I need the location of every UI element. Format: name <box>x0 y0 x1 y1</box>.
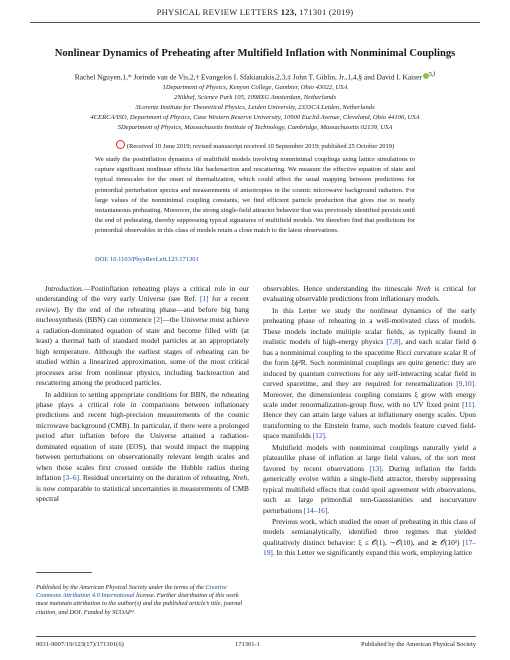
text-run: . Hence they can attain large values at inflationary energy scales. Upon transforming to the Einstein frame, such models feature curved field-space manifolds <box>263 399 476 441</box>
text-run: . <box>327 505 330 515</box>
text-run: . <box>325 431 327 441</box>
author-superscript: 5,‖ <box>428 72 436 78</box>
affiliation-5: 5Department of Physics, Massachusetts Institute of Technology, Cambridge, Massachusetts 02139, USA <box>117 124 393 131</box>
crossmark-icon[interactable] <box>116 140 125 149</box>
paragraph <box>263 284 476 305</box>
text-run: In this Letter we study the nonlinear dynamics of the early preheating phase of reheating in a well-motivated class of models. These models include multiple scalar fields, as typically found in realistic models of high-energy physics <box>263 305 476 347</box>
citation-link[interactable]: [1] <box>199 294 209 304</box>
footer-rule <box>36 636 476 637</box>
authors-text: Rachel Nguyen,1,* Jorinde van de Vis,2,† Evangelos I. Sfakianakis,2,3,‡ John T. Giblin, Jr.,1,4,§ and David I. Kaiser <box>74 72 422 82</box>
affiliation-4: 4CERCA/ISO, Department of Physics, Case Western Reserve University, 10900 Euclid Avenue, Cleveland, Ohio 44106, USA <box>90 114 420 121</box>
running-header <box>0 7 510 17</box>
citation-link[interactable]: [2] <box>153 315 163 325</box>
citation-link[interactable]: [3–6] <box>63 473 80 483</box>
text-run: observables. Hence understanding the timescale <box>263 284 413 293</box>
footnote-rule <box>36 572 92 573</box>
left-column <box>36 284 249 506</box>
paragraph <box>263 517 476 559</box>
affiliation-3: 3Lorentz Institute for Theoretical Physics, Leiden University, 2333CA Leiden, Netherlands <box>135 104 375 111</box>
journal-volume: 123, <box>280 7 297 17</box>
citation-link[interactable]: [9,10] <box>456 379 475 389</box>
paragraph <box>263 443 476 516</box>
dates-text: (Received 10 June 2019; revised manuscript received 10 September 2019; published 25 October 2019) <box>126 143 395 150</box>
text-run: , and each scalar field ϕ has a nonminimal coupling to the spacetime Ricci curvature scalar R of the form ξϕ²R. Such nonminimal couplings are quite generic: they are induced by quantum corrections for any self-interacting scalar field in curved spacetime, and they are required for renormalization <box>263 337 476 389</box>
text-run: for a recent review). By the end of the reheating phase—and before big bang nucleosynthesis (BBN) can commence <box>36 294 249 325</box>
footer-issn: 0031-9007/19/123(17)/171301(6) <box>36 641 124 648</box>
text-run: —Postinflation reheating plays a critical role in our understanding of the very early Universe (see Ref. <box>36 284 249 304</box>
article-number: 171301 (2019) <box>299 7 354 17</box>
right-column <box>263 284 476 560</box>
page-number: 171301-1 <box>235 641 260 648</box>
paragraph <box>36 390 249 505</box>
abstract: We study the postinflation dynamics of multifield models involving nonminimal couplings using lattice simulations to capture significant nonlinear effects like backreaction and rescattering. We measure the effective equation of state and typical timescales for the onset of thermalization, which could affect the usual mapping between predictions for primordial perturbation spectra and measurements of anisotropies in the cosmic microwave background radiation. For large values of the nonminimal coupling constants, we find efficient particle production that gives rise to nearly instantaneous preheating. Moreover, the strong single-field attractor behavior that was previously identified persists until the end of preheating, thereby suppressing typical signatures of multifield models. We therefore find that predictions for primordial observables in this class of models retain a close match to the latest observations. <box>95 156 415 235</box>
license-footnote <box>36 584 249 617</box>
text-run: In addition to setting appropriate conditions for BBN, the reheating phase plays a critical role in comparisons between inflationary predictions and recent high-precision measurements of the cosmic microwave background (CMB). In particular, if there were a prolonged period after inflation before the Universe attained a radiation-dominated equation of state (EOS), that would impact the mapping between perturbations on observationally relevant length scales and when those scales first crossed outside the Hubble radius during inflation <box>36 389 249 483</box>
citation-link[interactable]: [11] <box>462 399 475 409</box>
header-rule <box>30 22 480 23</box>
citation-link[interactable]: [12] <box>312 431 326 441</box>
text-run: Previous work, which studied the onset of preheating in this class of models semianalytically, identified three regimes that yielded qualitatively distinct behavior: ξ ≤ 𝒪(1), ∼𝒪(10), and ≳ 𝒪(10²) <box>263 516 476 547</box>
affiliation-1: 1Department of Physics, Kenyon College, Gambier, Ohio 43022, USA <box>162 84 348 91</box>
paragraph <box>36 284 249 389</box>
text-run: , is now comparable to statistical uncertainties in measurements of CMB spectral <box>36 473 249 504</box>
text-run: . Moreover, the dimensionless coupling constants ξ grow with energy scale under renormalization-group flow, with no UV fixed point <box>263 379 476 409</box>
doi-line <box>95 256 199 263</box>
license-link[interactable]: Creative Commons Attribution 4.0 International <box>36 584 227 600</box>
text-run: . During inflation the fields generically evolve within a single-field attractor, thereby suppressing typical multifield effects that could spoil agreement with observations, such as large primordial non-Gaussianities and isocurvature perturbations <box>263 463 476 515</box>
text-run: is critical for evaluating observable predictions from inflationary models. <box>263 284 476 304</box>
text-run: —the Universe must achieve a radiation-dominated equation of state and become filled with (at least) a thermal bath of standard model particles at an appropriately high temperature. Although the earliest stages of reheating can be studied within a linearized approximation, some of the most critical processes arise from nonlinear physics, including backreaction and rescattering among the produced particles. <box>36 315 249 388</box>
citation-link[interactable]: [7,8] <box>386 337 401 347</box>
affiliation-2: 2Nikhef, Science Park 105, 1098XG Amsterdam, Netherlands <box>173 94 337 101</box>
paragraph <box>263 306 476 442</box>
citation-link[interactable]: [14–16] <box>303 505 328 515</box>
nreh-symbol: Nreh <box>416 284 431 293</box>
article-title: Nonlinear Dynamics of Preheating after Multifield Inflation with Nonminimal Couplings <box>54 48 456 59</box>
citation-link[interactable]: [13] <box>369 463 382 473</box>
author-list <box>20 72 490 81</box>
text-run: . In this Letter we significantly expand this work, employing lattice <box>272 548 472 558</box>
text-run: . Residual uncertainty on the duration of reheating, <box>79 473 231 483</box>
nreh-symbol: Nreh <box>232 473 248 483</box>
citation-link[interactable]: [17–19] <box>263 537 476 558</box>
publisher-credit: Published by the American Physical Society <box>361 641 476 648</box>
doi-link[interactable]: DOI: 10.1103/PhysRevLett.123.171301 <box>95 256 199 263</box>
text-run: Published by the American Physical Society under the terms of the <box>36 584 204 591</box>
text-run: license. Further distribution of this work must maintain attribution to the author(s) and the published article’s title, journal citation, and DOI. Funded by SCOAP³. <box>36 592 243 616</box>
text-run: Multifield models with nonminimal couplings naturally yield a plateaulike phase of inflation at large field values, of the sort most favored by recent observations <box>263 442 476 473</box>
publication-dates <box>20 140 490 150</box>
section-label: Introduction. <box>45 284 84 293</box>
journal-name: PHYSICAL REVIEW LETTERS <box>156 7 279 17</box>
